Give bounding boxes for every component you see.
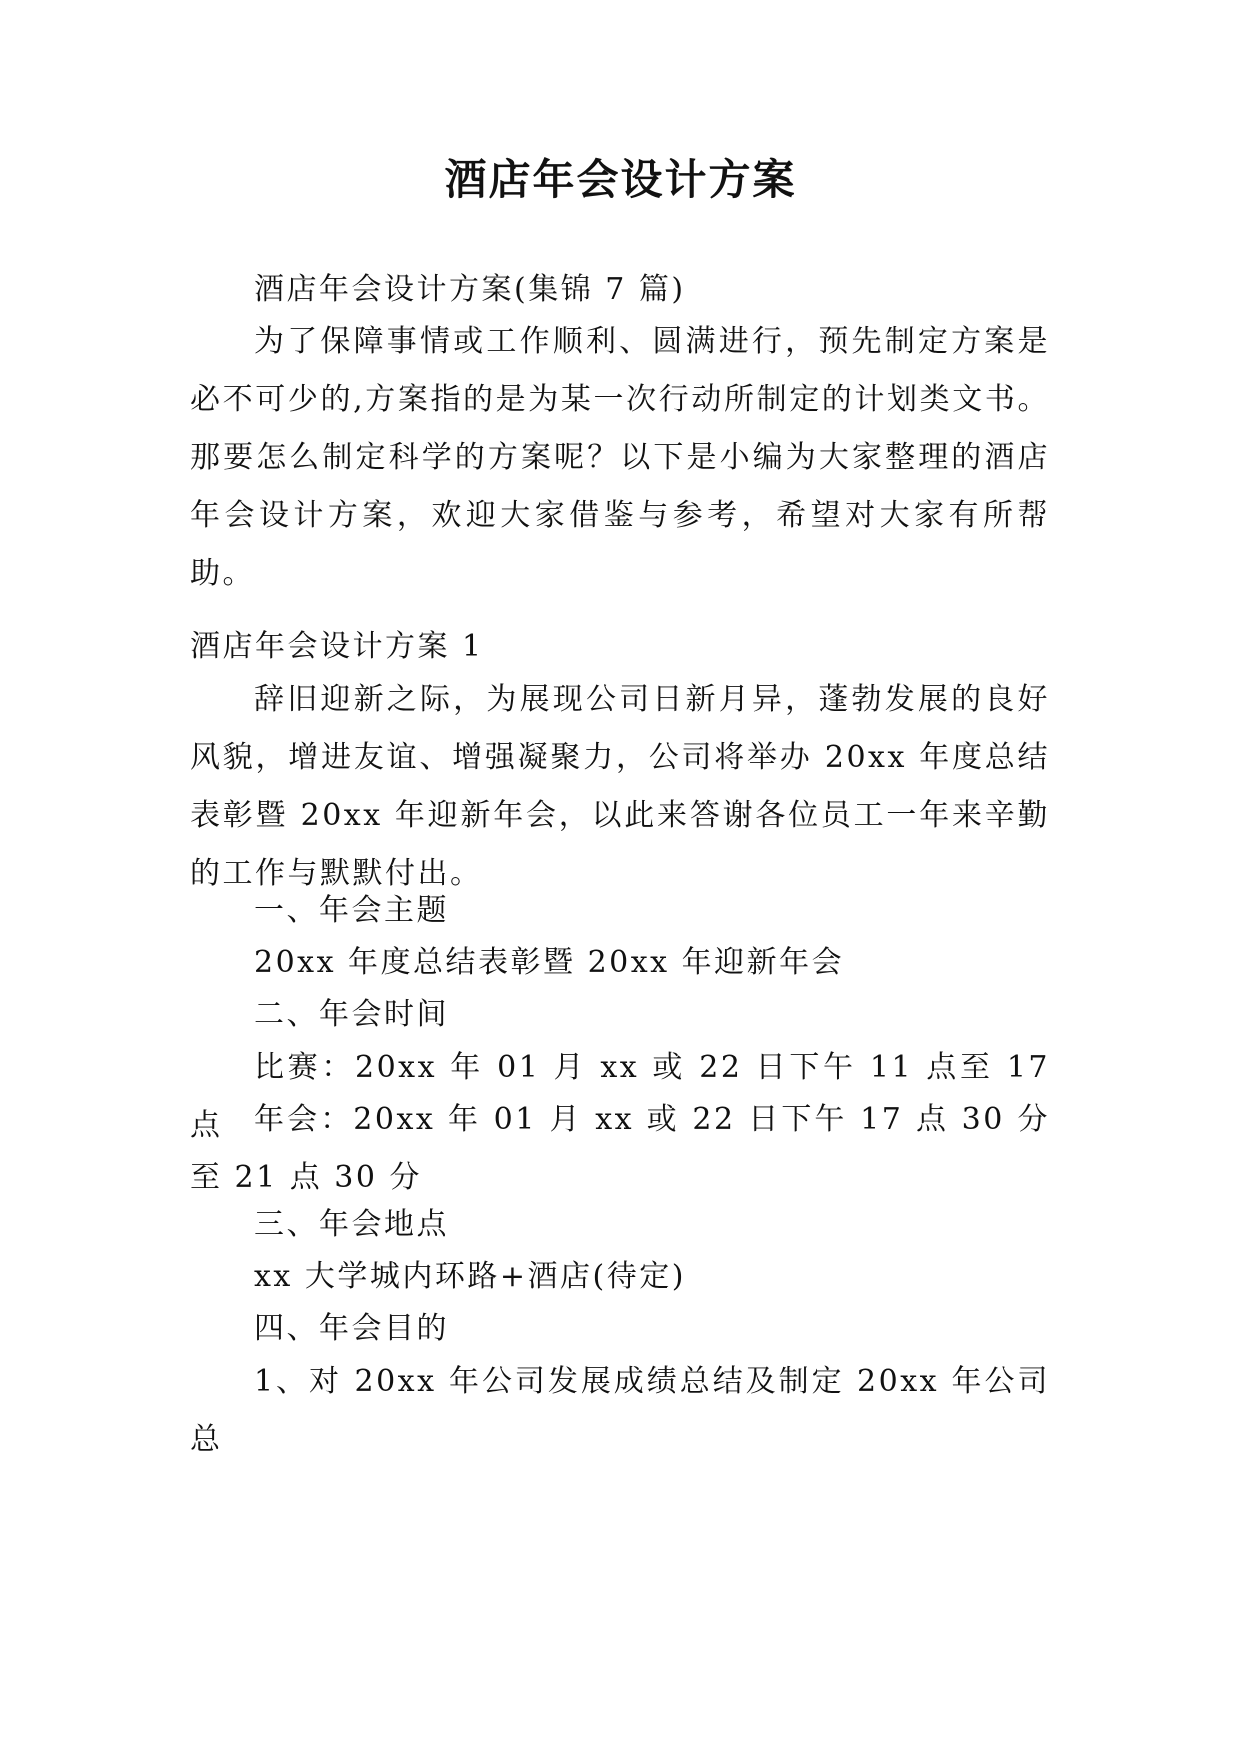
item-text-location: xx 大学城内环路+酒店(待定) [254,1259,686,1294]
document-title: 酒店年会设计方案 [444,155,797,204]
item-heading-theme: 一、年会主题 [254,893,449,928]
subtitle: 酒店年会设计方案(集锦 7 篇) [254,272,686,307]
item-heading-purpose: 四、年会目的 [254,1311,449,1346]
item-text-theme: 20xx 年度总结表彰暨 20xx 年迎新年会 [254,945,845,980]
item-heading-location: 三、年会地点 [254,1207,449,1242]
section-heading: 酒店年会设计方案 1 [190,629,484,664]
item-text-purpose: 1、对 20xx 年公司发展成绩总结及制定 20xx 年公司总 [190,1364,1050,1457]
section-body: 辞旧迎新之际，为展现公司日新月异，蓬勃发展的良好风貌，增进友谊、增强凝聚力，公司将举办 20xx 年度总结表彰暨 20xx 年迎新年会，以此来答谢各位员工一年来辛勤的工作与默默付出。 [190,682,1050,891]
item-text-contest-time: 比赛：20xx 年 01 月 xx 或 22 日下午 11 点至 17 点 [190,1050,1050,1143]
item-text-party-time: 年会：20xx 年 01 月 xx 或 22 日下午 17 点 30 分至 21 点 30 分 [190,1102,1050,1195]
intro-paragraph: 为了保障事情或工作顺利、圆满进行，预先制定方案是必不可少的,方案指的是为某一次行动所制定的计划类文书。那要怎么制定科学的方案呢？以下是小编为大家整理的酒店年会设计方案，欢迎大家借鉴与参考，希望对大家有所帮助。 [190,324,1050,591]
item-heading-time: 二、年会时间 [254,997,449,1032]
